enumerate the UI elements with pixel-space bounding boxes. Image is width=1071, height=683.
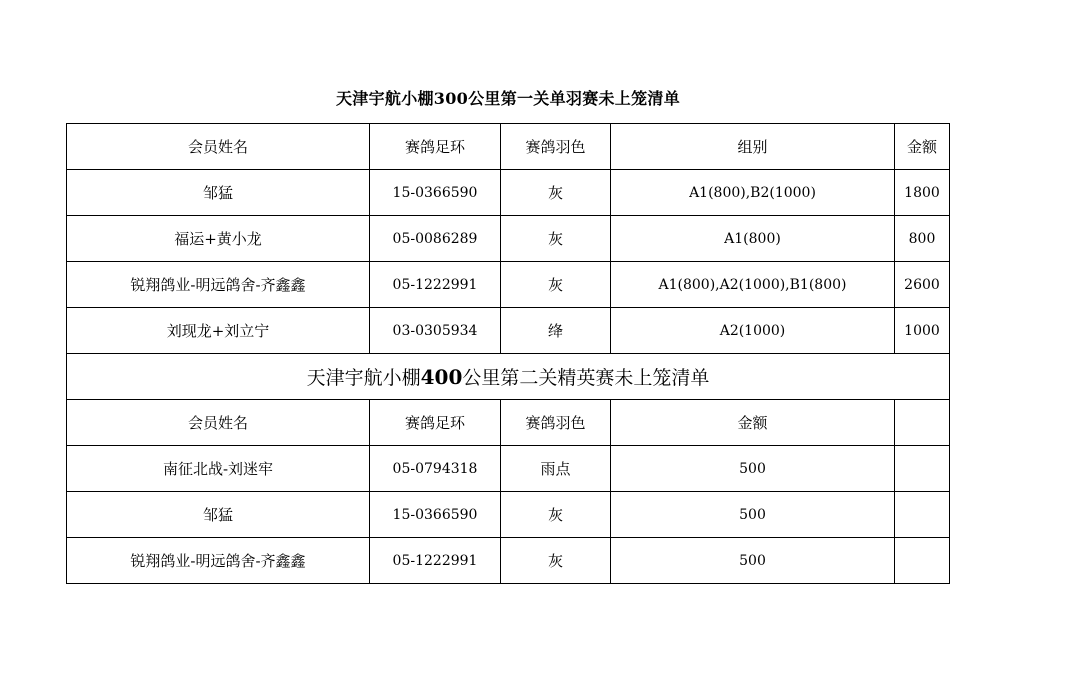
- table-row: [67, 492, 950, 538]
- header-cell: [895, 400, 950, 446]
- table-row: [67, 538, 950, 584]
- header-cell: 会员姓名: [67, 400, 370, 446]
- page-title: 天津宇航小棚300公里第一关单羽赛未上笼清单: [336, 89, 680, 108]
- member-name-cell: 锐翔鸽业-明远鸽舍-齐鑫鑫: [67, 262, 370, 308]
- color-cell: 灰: [501, 492, 611, 538]
- section-title-prefix: 天津宇航小棚: [306, 367, 421, 389]
- header-cell: 赛鸽足环: [370, 400, 501, 446]
- ring-number-cell: 03-0305934: [370, 308, 501, 354]
- pigeon-list-table: [66, 123, 950, 584]
- section-title-row: [67, 354, 950, 400]
- empty-cell: [895, 446, 950, 492]
- header-cell: 金额: [895, 124, 950, 170]
- group-cell: A1(800),A2(1000),B1(800): [611, 262, 895, 308]
- header-cell: 赛鸽足环: [370, 124, 501, 170]
- group-cell: A1(800),B2(1000): [611, 170, 895, 216]
- color-cell: 绛: [501, 308, 611, 354]
- amount-cell: 500: [611, 492, 895, 538]
- header-cell: 会员姓名: [67, 124, 370, 170]
- ring-number-cell: 05-0086289: [370, 216, 501, 262]
- empty-cell: [895, 538, 950, 584]
- ring-number-cell: 05-0794318: [370, 446, 501, 492]
- section-title: [67, 354, 950, 400]
- table-row: [67, 446, 950, 492]
- member-name-cell: 刘现龙+刘立宁: [67, 308, 370, 354]
- ring-number-cell: 05-1222991: [370, 262, 501, 308]
- member-name-cell: 锐翔鸽业-明远鸽舍-齐鑫鑫: [67, 538, 370, 584]
- header-cell: 赛鸽羽色: [501, 400, 611, 446]
- table-header-row: [67, 400, 950, 446]
- color-cell: 灰: [501, 216, 611, 262]
- member-name-cell: 福运+黄小龙: [67, 216, 370, 262]
- empty-cell: [895, 492, 950, 538]
- ring-number-cell: 05-1222991: [370, 538, 501, 584]
- amount-cell: 1800: [895, 170, 950, 216]
- group-cell: A1(800): [611, 216, 895, 262]
- ring-number-cell: 15-0366590: [370, 492, 501, 538]
- header-cell: 组别: [611, 124, 895, 170]
- amount-cell: 1000: [895, 308, 950, 354]
- member-name-cell: 南征北战-刘迷牢: [67, 446, 370, 492]
- amount-cell: 500: [611, 538, 895, 584]
- amount-cell: 800: [895, 216, 950, 262]
- color-cell: 灰: [501, 538, 611, 584]
- section-title-distance: 400: [420, 365, 463, 389]
- header-cell: 金额: [611, 400, 895, 446]
- group-cell: A2(1000): [611, 308, 895, 354]
- section-title-suffix: 公里第二关精英赛未上笼清单: [462, 367, 710, 389]
- table-row: [67, 216, 950, 262]
- table-row: [67, 170, 950, 216]
- member-name-cell: 邹猛: [67, 492, 370, 538]
- header-cell: 赛鸽羽色: [501, 124, 611, 170]
- color-cell: 灰: [501, 262, 611, 308]
- table-header-row: [67, 124, 950, 170]
- table-row: [67, 308, 950, 354]
- member-name-cell: 邹猛: [67, 170, 370, 216]
- amount-cell: 500: [611, 446, 895, 492]
- ring-number-cell: 15-0366590: [370, 170, 501, 216]
- color-cell: 雨点: [501, 446, 611, 492]
- table-row: [67, 262, 950, 308]
- color-cell: 灰: [501, 170, 611, 216]
- amount-cell: 2600: [895, 262, 950, 308]
